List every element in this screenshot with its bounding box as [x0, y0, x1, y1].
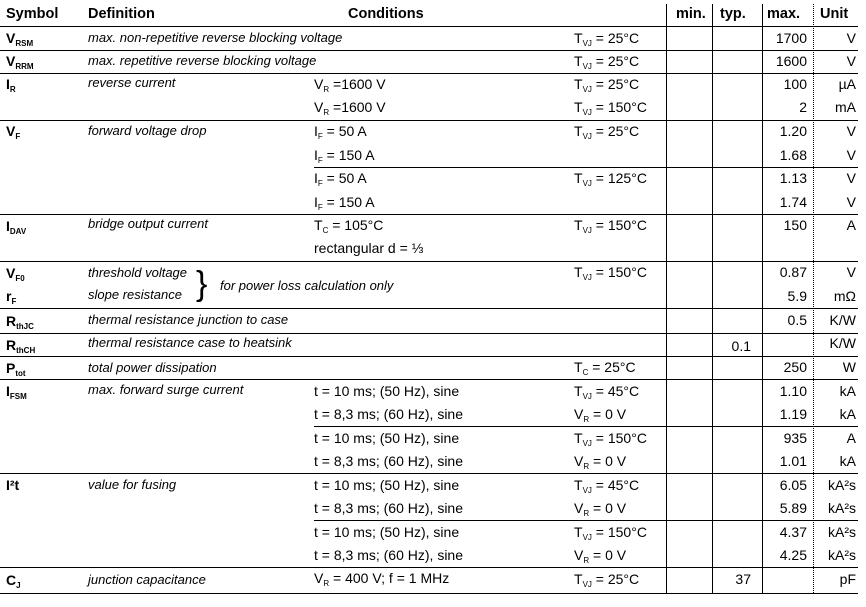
unit-rf: mΩ [833, 288, 856, 304]
row-rule [0, 308, 858, 309]
header-unit: Unit [820, 6, 849, 22]
unit-ptot: W [842, 359, 856, 375]
condition-vf-3: $I_F = 50$ A [314, 170, 367, 188]
unit-rthjc: K/W [829, 312, 856, 328]
header-symbol: Symbol [6, 6, 59, 22]
condition-ifsm-4: t = 8,3 ms; (60 Hz), sine [314, 453, 463, 469]
definition-rf: slope resistance [88, 287, 182, 302]
condition-i2t-1: t = 10 ms; (50 Hz), sine [314, 477, 460, 493]
unit-i2t-1: kA²s [828, 477, 856, 493]
header-min: min. [676, 6, 706, 22]
unit-cj: pF [839, 571, 856, 587]
condition-idav-2: rectangular d = ⅓ [314, 240, 424, 256]
unit-ir-1: µA [838, 76, 856, 92]
header-definition: Definition [88, 6, 155, 22]
col-rule-typ [712, 4, 713, 593]
row-rule [0, 473, 858, 474]
header-max: max. [767, 6, 801, 22]
definition-rthjc: thermal resistance junction to case [88, 312, 289, 327]
unit-vf-3: V [846, 170, 856, 186]
power-loss-note: for power loss calculation only [220, 278, 394, 293]
definition-vf: forward voltage drop [88, 123, 207, 138]
condition-i2t-3: t = 10 ms; (50 Hz), sine [314, 524, 460, 540]
symbol-idav: $I_{DAV}$ [6, 218, 27, 236]
condition-idav-1: $T_C = 105^\circ C$ [314, 217, 384, 235]
max-idav: 150 [783, 217, 807, 233]
condition-ir-1: $V_R =1600$ V [314, 76, 386, 94]
definition-rthch: thermal resistance case to heatsink [88, 335, 292, 350]
max-vf-3: 1.13 [779, 170, 807, 186]
temp-ifsm-4: $V_R = 0$ V [574, 453, 627, 471]
definition-i2t: value for fusing [88, 477, 177, 492]
definition-ir: reverse current [88, 75, 176, 90]
temp-idav: $T_{VJ} = 150^\circ C$ [574, 217, 647, 235]
max-vf0: 0.87 [779, 264, 807, 280]
temp-i2t-2: $V_R = 0$ V [574, 500, 627, 518]
unit-vrsm: V [846, 30, 856, 46]
condition-cj: $V_R = 400$ V; f = 1 MHz [314, 570, 450, 588]
header-typ: typ. [720, 6, 746, 22]
symbol-vf: $V_F$ [6, 123, 21, 141]
condition-vf-4: $I_F = 150$ A [314, 194, 375, 212]
symbol-rf: $r_F$ [6, 288, 17, 306]
max-i2t-2: 5.89 [779, 500, 807, 516]
max-ifsm-1: 1.10 [779, 383, 807, 399]
symbol-vrrm: $V_{RRM}$ [6, 53, 34, 71]
condition-vf-1: $I_F = 50$ A [314, 123, 367, 141]
max-rthjc: 0.5 [787, 312, 807, 328]
temp-ifsm-3: $T_{VJ} = 150^\circ C$ [574, 430, 647, 448]
unit-ifsm-4: kA [839, 453, 856, 469]
definition-ifsm: max. forward surge current [88, 382, 244, 397]
col-rule-min [666, 4, 667, 593]
header-conditions: Conditions [348, 6, 424, 22]
unit-ifsm-1: kA [839, 383, 856, 399]
symbol-i2t: I²t [6, 477, 20, 493]
definition-vf0: threshold voltage [88, 265, 188, 280]
temp-vrrm: $T_{VJ} = 25^\circ C$ [574, 53, 640, 71]
max-vf-4: 1.74 [779, 194, 807, 210]
unit-i2t-2: kA²s [828, 500, 856, 516]
definition-ptot: total power dissipation [88, 360, 217, 375]
row-rule [0, 356, 858, 357]
temp-ifsm-1: $T_{VJ} = 45^\circ C$ [574, 383, 640, 401]
max-ifsm-3: 935 [783, 430, 807, 446]
unit-vf-1: V [846, 123, 856, 139]
max-i2t-3: 4.37 [779, 524, 807, 540]
unit-rthch: K/W [829, 335, 856, 351]
max-vrrm: 1600 [775, 53, 807, 69]
header-rule [0, 26, 858, 27]
symbol-rthch: $R_{thCH}$ [6, 337, 36, 355]
symbol-rthjc: $R_{thJC}$ [6, 313, 34, 331]
unit-i2t-3: kA²s [828, 524, 856, 540]
max-ifsm-4: 1.01 [779, 453, 807, 469]
definition-cj: junction capacitance [88, 572, 206, 587]
temp-ifsm-2: $V_R = 0$ V [574, 406, 627, 424]
max-vf-1: 1.20 [779, 123, 807, 139]
definition-vrrm: max. repetitive reverse blocking voltage [88, 53, 317, 68]
symbol-ir: $I_R$ [6, 76, 16, 94]
unit-vf-2: V [846, 147, 856, 163]
max-vf-2: 1.68 [779, 147, 807, 163]
max-ir-2: 2 [799, 99, 807, 115]
condition-ifsm-3: t = 10 ms; (50 Hz), sine [314, 430, 460, 446]
unit-ifsm-2: kA [839, 406, 856, 422]
definition-idav: bridge output current [88, 216, 208, 231]
max-ptot: 250 [783, 359, 807, 375]
curly-brace-icon: } [196, 265, 208, 303]
temp-vf0: $T_{VJ} = 150^\circ C$ [574, 264, 647, 282]
row-rule [0, 261, 858, 262]
temp-i2t-4: $V_R = 0$ V [574, 547, 627, 565]
temp-cj: $T_{VJ} = 25^\circ C$ [574, 571, 640, 589]
symbol-vf0: $V_{F0}$ [6, 265, 25, 283]
max-i2t-4: 4.25 [779, 547, 807, 563]
typ-cj: 37 [735, 571, 751, 587]
symbol-ptot: $P_{tot}$ [6, 360, 26, 378]
symbol-cj: $C_J$ [6, 572, 21, 590]
symbol-ifsm: $I_{FSM}$ [6, 383, 27, 401]
unit-ifsm-3: A [846, 430, 856, 446]
unit-i2t-4: kA²s [828, 547, 856, 563]
unit-ir-2: mA [835, 99, 856, 115]
max-i2t-1: 6.05 [779, 477, 807, 493]
condition-i2t-2: t = 8,3 ms; (60 Hz), sine [314, 500, 463, 516]
temp-ir-2: $T_{VJ} = 150^\circ C$ [574, 99, 647, 117]
max-ir-1: 100 [783, 76, 807, 92]
temp-i2t-1: $T_{VJ} = 45^\circ C$ [574, 477, 640, 495]
condition-ir-2: $V_R =1600$ V [314, 99, 386, 117]
max-rf: 5.9 [787, 288, 807, 304]
typ-rthch: 0.1 [731, 338, 751, 354]
temp-vrsm: $T_{VJ} = 25^\circ C$ [574, 30, 640, 48]
unit-vf0: V [846, 264, 856, 280]
condition-i2t-4: t = 8,3 ms; (60 Hz), sine [314, 547, 463, 563]
temp-vf-1: $T_{VJ} = 25^\circ C$ [574, 123, 640, 141]
temp-ir-1: $T_{VJ} = 25^\circ C$ [574, 76, 640, 94]
unit-idav: A [846, 217, 856, 233]
max-vrsm: 1700 [775, 30, 807, 46]
condition-vf-2: $I_F = 150$ A [314, 147, 375, 165]
condition-ifsm-2: t = 8,3 ms; (60 Hz), sine [314, 406, 463, 422]
unit-vrrm: V [846, 53, 856, 69]
symbol-vrsm: $V_{RSM}$ [6, 30, 34, 48]
unit-vf-4: V [846, 194, 856, 210]
max-ifsm-2: 1.19 [779, 406, 807, 422]
condition-ifsm-1: t = 10 ms; (50 Hz), sine [314, 383, 460, 399]
temp-i2t-3: $T_{VJ} = 150^\circ C$ [574, 524, 647, 542]
temp-ptot: $T_C = 25^\circ C$ [574, 359, 636, 377]
temp-vf-3: $T_{VJ} = 125^\circ C$ [574, 170, 647, 188]
definition-vrsm: max. non-repetitive reverse blocking voltage [88, 30, 343, 45]
